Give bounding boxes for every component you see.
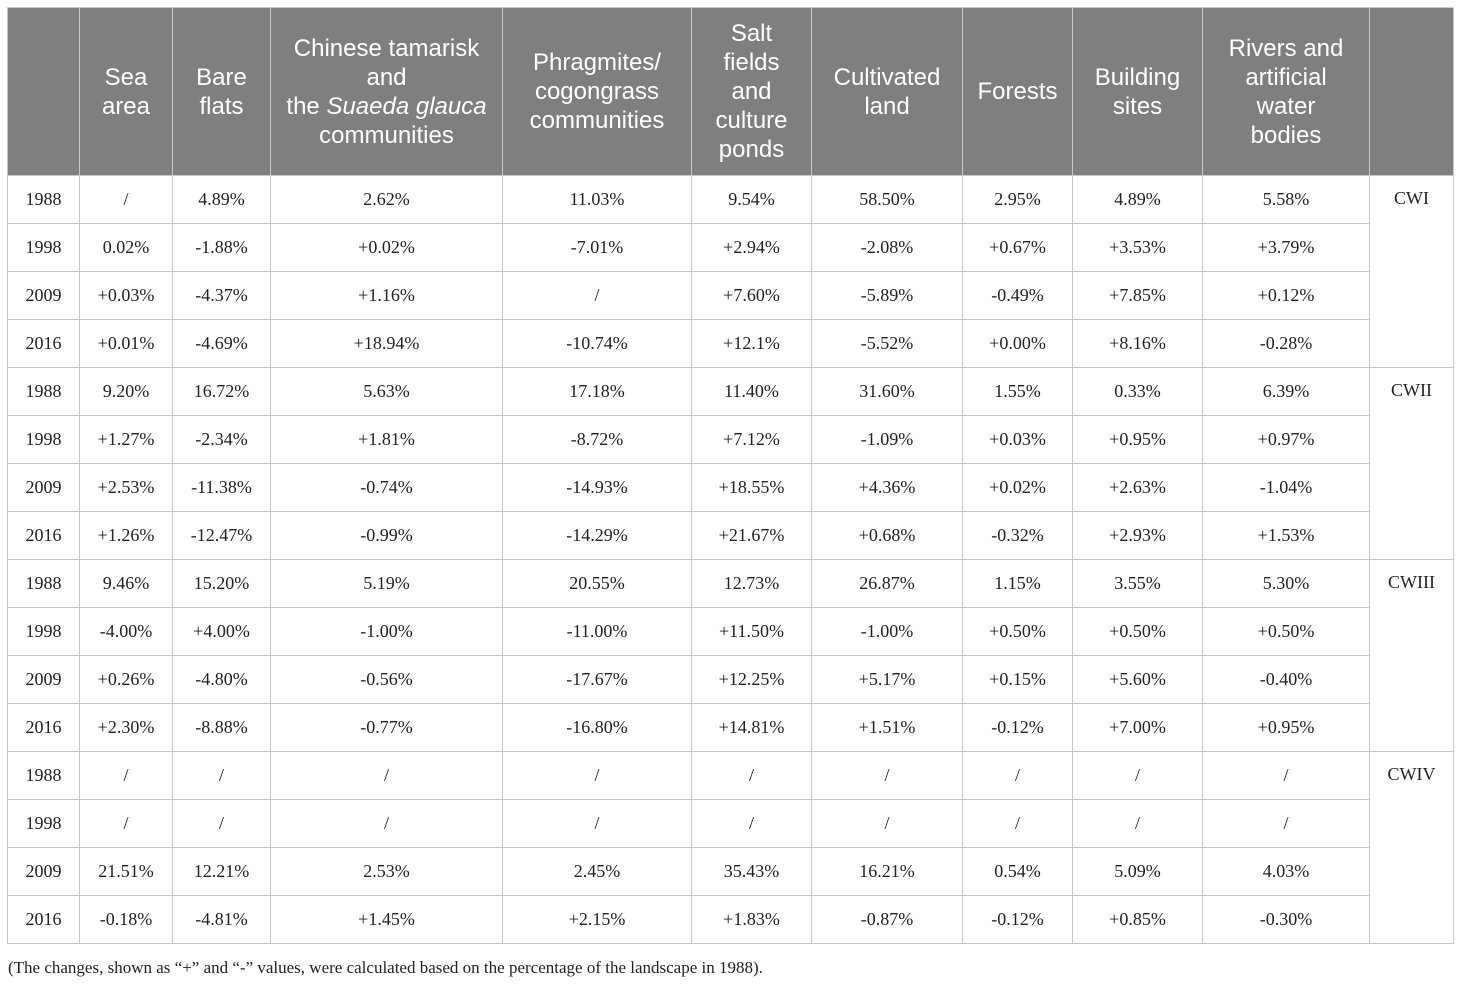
value-cell: -17.67% bbox=[503, 656, 692, 704]
value-cell: +1.16% bbox=[271, 272, 503, 320]
value-cell: 1.15% bbox=[963, 560, 1073, 608]
value-cell: / bbox=[173, 752, 271, 800]
value-cell: +21.67% bbox=[692, 512, 812, 560]
value-cell: -1.88% bbox=[173, 224, 271, 272]
value-cell: -11.00% bbox=[503, 608, 692, 656]
value-cell: -0.49% bbox=[963, 272, 1073, 320]
value-cell: +0.50% bbox=[1203, 608, 1370, 656]
value-cell: 31.60% bbox=[812, 368, 963, 416]
header-salt-fields: Salt fields and culture ponds bbox=[692, 8, 812, 176]
value-cell: +0.85% bbox=[1073, 896, 1203, 944]
value-cell: 5.30% bbox=[1203, 560, 1370, 608]
value-cell: +3.79% bbox=[1203, 224, 1370, 272]
landscape-change-table bbox=[7, 7, 1454, 944]
value-cell: / bbox=[80, 752, 173, 800]
value-cell: -1.00% bbox=[271, 608, 503, 656]
value-cell: 6.39% bbox=[1203, 368, 1370, 416]
year-cell: 2016 bbox=[8, 320, 80, 368]
table-row bbox=[8, 464, 1454, 512]
table-row bbox=[8, 512, 1454, 560]
value-cell: / bbox=[503, 752, 692, 800]
value-cell: / bbox=[503, 800, 692, 848]
value-cell: +0.00% bbox=[963, 320, 1073, 368]
value-cell: -2.34% bbox=[173, 416, 271, 464]
table-row bbox=[8, 176, 1454, 224]
value-cell: -4.80% bbox=[173, 656, 271, 704]
value-cell: +1.45% bbox=[271, 896, 503, 944]
value-cell: 0.02% bbox=[80, 224, 173, 272]
value-cell: 4.89% bbox=[1073, 176, 1203, 224]
value-cell: -10.74% bbox=[503, 320, 692, 368]
year-cell: 1988 bbox=[8, 368, 80, 416]
value-cell: +2.30% bbox=[80, 704, 173, 752]
value-cell: -5.52% bbox=[812, 320, 963, 368]
value-cell: -0.18% bbox=[80, 896, 173, 944]
table-row bbox=[8, 224, 1454, 272]
value-cell: -16.80% bbox=[503, 704, 692, 752]
value-cell: / bbox=[80, 800, 173, 848]
value-cell: -0.74% bbox=[271, 464, 503, 512]
value-cell: +2.53% bbox=[80, 464, 173, 512]
value-cell: 20.55% bbox=[503, 560, 692, 608]
value-cell: +12.1% bbox=[692, 320, 812, 368]
value-cell: / bbox=[271, 800, 503, 848]
value-cell: / bbox=[1203, 752, 1370, 800]
value-cell: -0.12% bbox=[963, 704, 1073, 752]
value-cell: 5.63% bbox=[271, 368, 503, 416]
value-cell: / bbox=[963, 752, 1073, 800]
value-cell: -0.30% bbox=[1203, 896, 1370, 944]
value-cell: -2.08% bbox=[812, 224, 963, 272]
value-cell: +1.53% bbox=[1203, 512, 1370, 560]
species-name: Suaeda glauca bbox=[326, 92, 487, 120]
value-cell: / bbox=[1073, 800, 1203, 848]
header-forests: Forests bbox=[963, 8, 1073, 176]
group-label: CWI bbox=[1370, 176, 1454, 368]
value-cell: / bbox=[812, 800, 963, 848]
value-cell: 15.20% bbox=[173, 560, 271, 608]
value-cell: / bbox=[963, 800, 1073, 848]
value-cell: / bbox=[1203, 800, 1370, 848]
value-cell: -4.81% bbox=[173, 896, 271, 944]
table-row bbox=[8, 320, 1454, 368]
value-cell: +1.27% bbox=[80, 416, 173, 464]
value-cell: +0.02% bbox=[963, 464, 1073, 512]
value-cell: -12.47% bbox=[173, 512, 271, 560]
value-cell: / bbox=[173, 800, 271, 848]
value-cell: 5.09% bbox=[1073, 848, 1203, 896]
value-cell: -0.32% bbox=[963, 512, 1073, 560]
value-cell: 5.58% bbox=[1203, 176, 1370, 224]
value-cell: / bbox=[1073, 752, 1203, 800]
value-cell: +2.94% bbox=[692, 224, 812, 272]
header-building-sites: Building sites bbox=[1073, 8, 1203, 176]
year-cell: 1988 bbox=[8, 560, 80, 608]
value-cell: +0.02% bbox=[271, 224, 503, 272]
value-cell: -0.12% bbox=[963, 896, 1073, 944]
value-cell: 58.50% bbox=[812, 176, 963, 224]
value-cell: / bbox=[271, 752, 503, 800]
value-cell: +0.67% bbox=[963, 224, 1073, 272]
value-cell: +2.15% bbox=[503, 896, 692, 944]
header-tamarisk-suaeda: Chinese tamarisk and the Suaeda glauca communities bbox=[271, 8, 503, 176]
value-cell: +0.26% bbox=[80, 656, 173, 704]
value-cell: -0.28% bbox=[1203, 320, 1370, 368]
value-cell: 3.55% bbox=[1073, 560, 1203, 608]
value-cell: 17.18% bbox=[503, 368, 692, 416]
value-cell: +0.95% bbox=[1073, 416, 1203, 464]
value-cell: +0.50% bbox=[1073, 608, 1203, 656]
value-cell: +7.60% bbox=[692, 272, 812, 320]
year-cell: 2009 bbox=[8, 656, 80, 704]
group-label: CWIV bbox=[1370, 752, 1454, 944]
value-cell: +5.60% bbox=[1073, 656, 1203, 704]
group-label: CWIII bbox=[1370, 560, 1454, 752]
value-cell: 2.45% bbox=[503, 848, 692, 896]
value-cell: -1.04% bbox=[1203, 464, 1370, 512]
value-cell: -1.00% bbox=[812, 608, 963, 656]
value-cell: 5.19% bbox=[271, 560, 503, 608]
value-cell: +18.55% bbox=[692, 464, 812, 512]
header-sea-area: Sea area bbox=[80, 8, 173, 176]
value-cell: 9.46% bbox=[80, 560, 173, 608]
value-cell: -11.38% bbox=[173, 464, 271, 512]
value-cell: +2.93% bbox=[1073, 512, 1203, 560]
table-container bbox=[7, 7, 1453, 944]
value-cell: +0.03% bbox=[80, 272, 173, 320]
year-cell: 2016 bbox=[8, 512, 80, 560]
value-cell: -7.01% bbox=[503, 224, 692, 272]
value-cell: +0.68% bbox=[812, 512, 963, 560]
header-phragmites: Phragmites/ cogongrass communities bbox=[503, 8, 692, 176]
value-cell: +7.00% bbox=[1073, 704, 1203, 752]
value-cell: 9.54% bbox=[692, 176, 812, 224]
value-cell: +0.03% bbox=[963, 416, 1073, 464]
table-row bbox=[8, 800, 1454, 848]
value-cell: / bbox=[80, 176, 173, 224]
value-cell: -8.72% bbox=[503, 416, 692, 464]
value-cell: +4.36% bbox=[812, 464, 963, 512]
value-cell: +0.01% bbox=[80, 320, 173, 368]
value-cell: +7.12% bbox=[692, 416, 812, 464]
value-cell: 2.62% bbox=[271, 176, 503, 224]
table-footnote: (The changes, shown as “+” and “-” values, were calculated based on the percentage of the landscape in 1988). bbox=[8, 958, 763, 977]
value-cell: -0.99% bbox=[271, 512, 503, 560]
value-cell: +4.00% bbox=[173, 608, 271, 656]
value-cell: 2.53% bbox=[271, 848, 503, 896]
value-cell: 11.40% bbox=[692, 368, 812, 416]
value-cell: 35.43% bbox=[692, 848, 812, 896]
table-body bbox=[8, 176, 1454, 944]
header-rivers: Rivers and artificial water bodies bbox=[1203, 8, 1370, 176]
year-cell: 1998 bbox=[8, 416, 80, 464]
value-cell: / bbox=[503, 272, 692, 320]
header-group bbox=[1370, 8, 1454, 176]
table-row bbox=[8, 896, 1454, 944]
table-row bbox=[8, 368, 1454, 416]
value-cell: / bbox=[692, 800, 812, 848]
table-row bbox=[8, 704, 1454, 752]
value-cell: +1.26% bbox=[80, 512, 173, 560]
value-cell: 4.89% bbox=[173, 176, 271, 224]
value-cell: +0.97% bbox=[1203, 416, 1370, 464]
value-cell: -4.00% bbox=[80, 608, 173, 656]
year-cell: 1988 bbox=[8, 176, 80, 224]
value-cell: 21.51% bbox=[80, 848, 173, 896]
year-cell: 1998 bbox=[8, 224, 80, 272]
value-cell: +18.94% bbox=[271, 320, 503, 368]
value-cell: +7.85% bbox=[1073, 272, 1203, 320]
value-cell: 16.72% bbox=[173, 368, 271, 416]
value-cell: +14.81% bbox=[692, 704, 812, 752]
value-cell: +8.16% bbox=[1073, 320, 1203, 368]
year-cell: 2009 bbox=[8, 464, 80, 512]
value-cell: 4.03% bbox=[1203, 848, 1370, 896]
year-cell: 2016 bbox=[8, 896, 80, 944]
value-cell: +5.17% bbox=[812, 656, 963, 704]
table-row bbox=[8, 752, 1454, 800]
value-cell: -0.77% bbox=[271, 704, 503, 752]
year-cell: 1988 bbox=[8, 752, 80, 800]
value-cell: 12.21% bbox=[173, 848, 271, 896]
value-cell: +0.95% bbox=[1203, 704, 1370, 752]
value-cell: +11.50% bbox=[692, 608, 812, 656]
value-cell: +0.12% bbox=[1203, 272, 1370, 320]
year-cell: 2009 bbox=[8, 272, 80, 320]
value-cell: +0.15% bbox=[963, 656, 1073, 704]
value-cell: -14.93% bbox=[503, 464, 692, 512]
value-cell: 0.54% bbox=[963, 848, 1073, 896]
value-cell: +1.83% bbox=[692, 896, 812, 944]
value-cell: -1.09% bbox=[812, 416, 963, 464]
value-cell: 2.95% bbox=[963, 176, 1073, 224]
year-cell: 1998 bbox=[8, 800, 80, 848]
value-cell: -5.89% bbox=[812, 272, 963, 320]
value-cell: +12.25% bbox=[692, 656, 812, 704]
value-cell: 16.21% bbox=[812, 848, 963, 896]
value-cell: 12.73% bbox=[692, 560, 812, 608]
group-label: CWII bbox=[1370, 368, 1454, 560]
value-cell: 9.20% bbox=[80, 368, 173, 416]
value-cell: 1.55% bbox=[963, 368, 1073, 416]
value-cell: -0.40% bbox=[1203, 656, 1370, 704]
value-cell: +1.81% bbox=[271, 416, 503, 464]
header-bare-flats: Bare flats bbox=[173, 8, 271, 176]
value-cell: 26.87% bbox=[812, 560, 963, 608]
year-cell: 2009 bbox=[8, 848, 80, 896]
table-row bbox=[8, 656, 1454, 704]
value-cell: -4.69% bbox=[173, 320, 271, 368]
value-cell: -14.29% bbox=[503, 512, 692, 560]
header-cultivated-land: Cultivated land bbox=[812, 8, 963, 176]
value-cell: +1.51% bbox=[812, 704, 963, 752]
value-cell: -0.56% bbox=[271, 656, 503, 704]
header-row bbox=[8, 8, 1454, 176]
table-row bbox=[8, 848, 1454, 896]
header-year bbox=[8, 8, 80, 176]
table-row bbox=[8, 608, 1454, 656]
value-cell: +3.53% bbox=[1073, 224, 1203, 272]
value-cell: -4.37% bbox=[173, 272, 271, 320]
table-row bbox=[8, 416, 1454, 464]
value-cell: 11.03% bbox=[503, 176, 692, 224]
value-cell: +2.63% bbox=[1073, 464, 1203, 512]
year-cell: 1998 bbox=[8, 608, 80, 656]
table-row bbox=[8, 272, 1454, 320]
year-cell: 2016 bbox=[8, 704, 80, 752]
table-row bbox=[8, 560, 1454, 608]
value-cell: / bbox=[692, 752, 812, 800]
value-cell: -0.87% bbox=[812, 896, 963, 944]
value-cell: 0.33% bbox=[1073, 368, 1203, 416]
value-cell: +0.50% bbox=[963, 608, 1073, 656]
value-cell: -8.88% bbox=[173, 704, 271, 752]
value-cell: / bbox=[812, 752, 963, 800]
